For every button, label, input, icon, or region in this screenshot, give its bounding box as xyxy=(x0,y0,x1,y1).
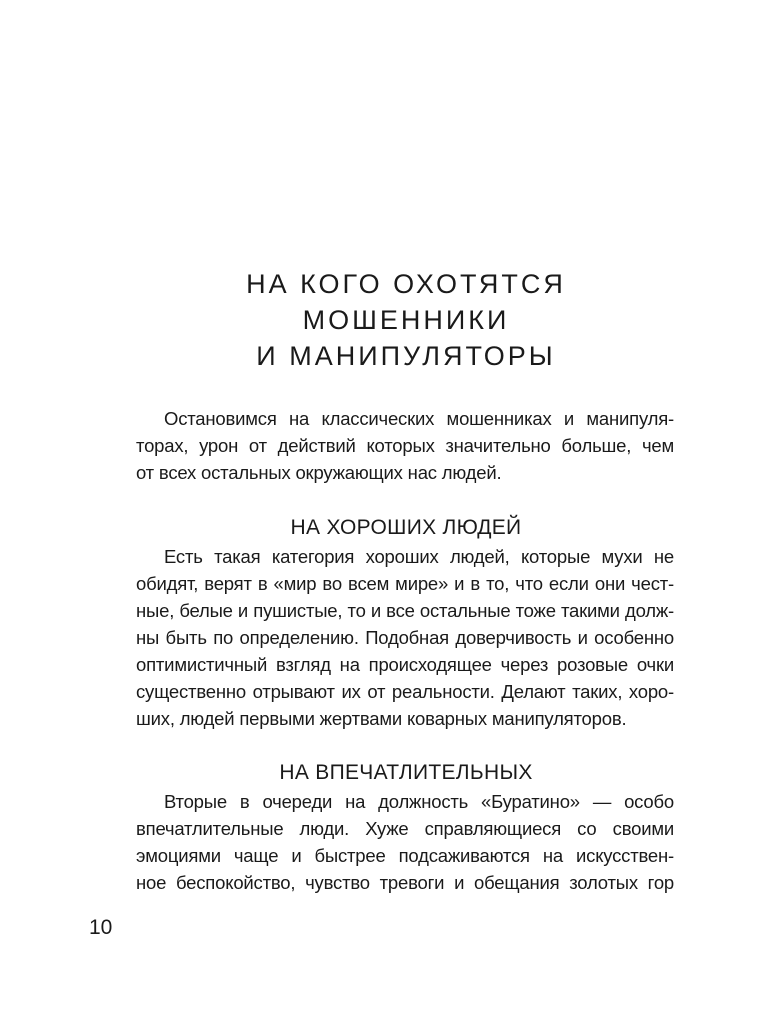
text-line: ное беспокойство, чувство тревоги и обещания золотых гор xyxy=(136,872,674,893)
text-line: от всех остальных окружающих нас людей. xyxy=(136,462,502,483)
text-line: оптимистичный взгляд на происходящее через розовые очки xyxy=(136,654,674,675)
page-number: 10 xyxy=(89,916,113,939)
text-line: ших, людей первыми жертвами коварных манипуляторов. xyxy=(136,708,627,729)
chapter-title-line: И МАНИПУЛЯТОРЫ xyxy=(256,341,556,371)
text-line: существенно отрывают их от реальности. Делают таких, хоро- xyxy=(136,681,674,702)
text-line: ны быть по определению. Подобная доверчивость и особенно xyxy=(136,627,674,648)
section-paragraph-impressionable xyxy=(136,788,674,896)
text-line: впечатлительные люди. Хуже справляющиеся со своими xyxy=(136,818,674,839)
chapter-title-line: МОШЕННИКИ xyxy=(302,305,510,335)
text-line: торах, урон от действий которых значительно больше, чем xyxy=(136,435,674,456)
section-paragraph-good-people xyxy=(136,543,674,732)
text-line: обидят, верят в «мир во всем мире» и в то, что если они чест- xyxy=(136,573,674,594)
intro-paragraph xyxy=(136,405,674,486)
section-heading-impressionable: НА ВПЕЧАТЛИТЕЛЬНЫХ xyxy=(279,761,533,784)
text-line: Вторые в очереди на должность «Буратино» — особо xyxy=(164,791,674,812)
section-heading-good-people: НА ХОРОШИХ ЛЮДЕЙ xyxy=(290,516,522,539)
text-line: Остановимся на классических мошенниках и манипуля- xyxy=(164,408,674,429)
chapter-title-line: НА КОГО ОХОТЯТСЯ xyxy=(246,269,566,299)
text-line: эмоциями чаще и быстрее подсаживаются на искусствен- xyxy=(136,845,674,866)
text-line: Есть такая категория хороших людей, которые мухи не xyxy=(164,546,674,567)
chapter-title xyxy=(136,266,676,374)
text-line: ные, белые и пушистые, то и все остальные тоже такими долж- xyxy=(136,600,674,621)
